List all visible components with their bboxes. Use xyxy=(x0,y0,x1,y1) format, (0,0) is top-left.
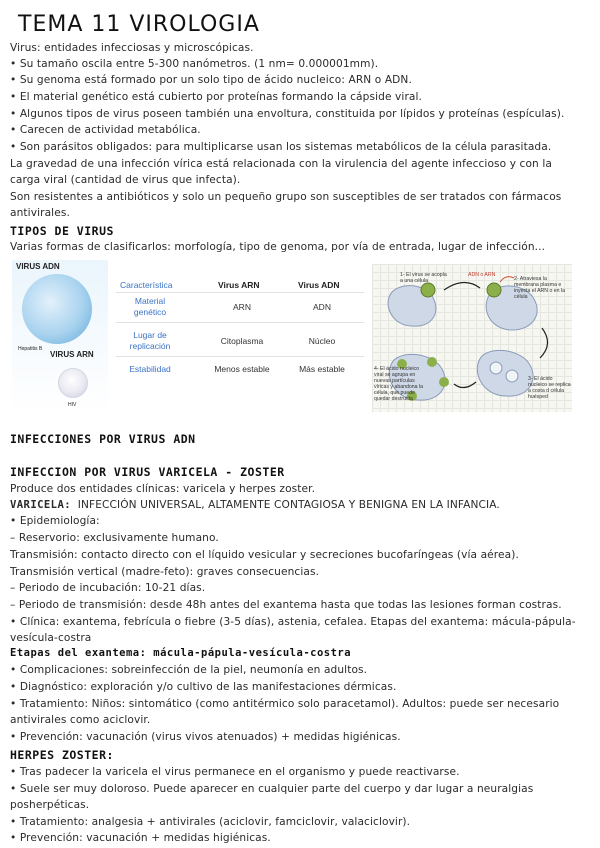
varicela-line: – Periodo de incubación: 10-21 días. xyxy=(10,582,206,594)
virus-arn-label: VIRUS ARN xyxy=(50,350,94,359)
hiv-virus-image xyxy=(58,368,88,398)
table-divider xyxy=(116,322,364,323)
hepatitis-label: Hepatitis B xyxy=(18,346,43,352)
varicela-line: • Prevención: vacunación (virus vivos atenuados) + medidas higiénicas. xyxy=(10,731,401,743)
section-heading-varicela-zoster: INFECCION POR VIRUS VARICELA - ZOSTER xyxy=(10,465,285,479)
table-header-caracteristica: Característica xyxy=(120,280,173,290)
varicela-line: • Clínica: exantema, febrícula o fiebre (3-5 días), astenia, cefalea. Etapas del exantema: mácula-pápula- xyxy=(10,616,576,628)
viral-replication-diagram xyxy=(372,264,572,412)
varicela-line: • Diagnóstico: exploración y/o cultivo de las manifestaciones dérmicas. xyxy=(10,681,397,693)
page-title: TEMA 11 VIROLOGIA xyxy=(18,12,260,37)
herpes-line: • Tratamiento: analgesia + antivirales (aciclovir, famciclovir, valaciclovir). xyxy=(10,816,411,828)
intro-line: • El material genético está cubierto por proteínas formando la cápside viral. xyxy=(10,91,423,103)
intro-line: Virus: entidades infecciosas y microscópicas. xyxy=(10,42,254,54)
varicela-definition xyxy=(10,498,500,512)
table-cell: Menos estable xyxy=(214,364,270,374)
varicela-line: Transmisión: contacto directo con el líquido vesicular y secreciones bucofaríngeas (vía aérea). xyxy=(10,549,519,561)
herpes-line: • Prevención: vacunación + medidas higiénicas. xyxy=(10,832,271,844)
intro-line: La gravedad de una infección vírica está relacionada con la virulencia del agente infeccioso y con la xyxy=(10,158,552,170)
table-cell: ARN xyxy=(233,302,251,312)
varicela-line: • Complicaciones: sobreinfección de la piel, neumonía en adultos. xyxy=(10,664,368,676)
table-divider xyxy=(116,356,364,357)
table-cell: Más estable xyxy=(299,364,345,374)
section-heading-herpes-zoster: HERPES ZOSTER: xyxy=(10,748,114,762)
table-cell: ADN xyxy=(313,302,331,312)
varicela-line: vesícula-costra xyxy=(10,632,92,644)
intro-line: antivirales. xyxy=(10,207,70,219)
hiv-label: HIV xyxy=(68,402,77,408)
table-cell: Núcleo xyxy=(308,336,336,346)
intro-line: Son resistentes a antibióticos y solo un pequeño grupo son susceptibles de ser tratados con fármacos xyxy=(10,191,562,203)
table-row-key: Material genético xyxy=(133,296,167,317)
intro-line: • Algunos tipos de virus poseen también una envoltura, constituida por lípidos y proteínas (espículas). xyxy=(10,108,565,120)
diagram-step-2: 2- Atraviesa la membrana plasma e inyecta el ARN o en la célula xyxy=(514,276,566,300)
intro-line: • Su genoma está formado por un solo tipo de ácido nucleico: ARN o ADN. xyxy=(10,74,412,86)
hepatitis-virus-image xyxy=(22,274,92,344)
diagram-adn-arn-label: ADN o ARN xyxy=(468,272,496,278)
varicela-line: • Tratamiento: Niños: sintomático (como antitérmico solo paracetamol). Adultos: puede ser necesario xyxy=(10,698,560,710)
etapas-heading: Etapas del exantema: mácula-pápula-vesícula-costra xyxy=(10,647,352,659)
herpes-line: posherpéticas. xyxy=(10,799,90,811)
intro-line: • Carecen de actividad metabólica. xyxy=(10,124,201,136)
table-divider xyxy=(116,292,364,293)
varicela-line: antivirales como aciclovir. xyxy=(10,714,151,726)
varicela-caps-text: INFECCIÓN UNIVERSAL, ALTAMENTE CONTAGIOSA Y BENIGNA EN LA INFANCIA. xyxy=(77,499,500,511)
herpes-line: • Suele ser muy doloroso. Puede aparecer en cualquier parte del cuerpo y dar lugar a neuralgias xyxy=(10,783,534,795)
table-row-key: Lugar de replicación xyxy=(129,330,171,351)
diagram-step-1: 1- El virus se acopla a una célula xyxy=(400,272,447,284)
varicela-line: Transmisión vertical (madre-feto): graves consecuencias. xyxy=(10,566,320,578)
varicela-line: • Epidemiología: xyxy=(10,515,100,527)
herpes-line: • Tras padecer la varicela el virus permanece en el organismo y puede reactivarse. xyxy=(10,766,460,778)
tipos-text: Varias formas de clasificarlos: morfología, tipo de genoma, por vía de entrada, lugar de infección... xyxy=(10,241,546,253)
varicela-intro: Produce dos entidades clínicas: varicela y herpes zoster. xyxy=(10,483,316,495)
diagram-step-4: 4- El ácido nucleico viral se agrupa en nuevas partículas víricas y abandona la célula, que puede quedar destruida xyxy=(374,366,424,402)
diagram-step-3: 3- El ácido nucleico se replica a costa d célula huésped xyxy=(528,376,571,400)
virus-adn-label: VIRUS ADN xyxy=(16,262,60,271)
varicela-line: – Reservorio: exclusivamente humano. xyxy=(10,532,219,544)
table-header-virus-arn: Virus ARN xyxy=(218,280,260,290)
section-heading-infecciones-adn: INFECCIONES POR VIRUS ADN xyxy=(10,432,196,446)
varicela-line: – Periodo de transmisión: desde 48h antes del exantema hasta que todas las lesiones forman costras. xyxy=(10,599,562,611)
table-row-key: Estabilidad xyxy=(129,364,171,374)
intro-line: carga viral (cantidad de virus que infecta). xyxy=(10,174,241,186)
intro-line: • Son parásitos obligados: para multiplicarse usan los sistemas metabólicos de la célula parasitada. xyxy=(10,141,552,153)
intro-line: • Su tamaño oscila entre 5-300 nanómetros. (1 nm= 0.000001mm). xyxy=(10,58,379,70)
table-cell: Citoplasma xyxy=(220,336,264,346)
virus-comparison-figure xyxy=(12,260,366,412)
section-heading-tipos: TIPOS DE VIRUS xyxy=(10,224,114,238)
table-header-virus-adn: Virus ADN xyxy=(298,280,340,290)
varicela-label: VARICELA: xyxy=(10,499,78,511)
